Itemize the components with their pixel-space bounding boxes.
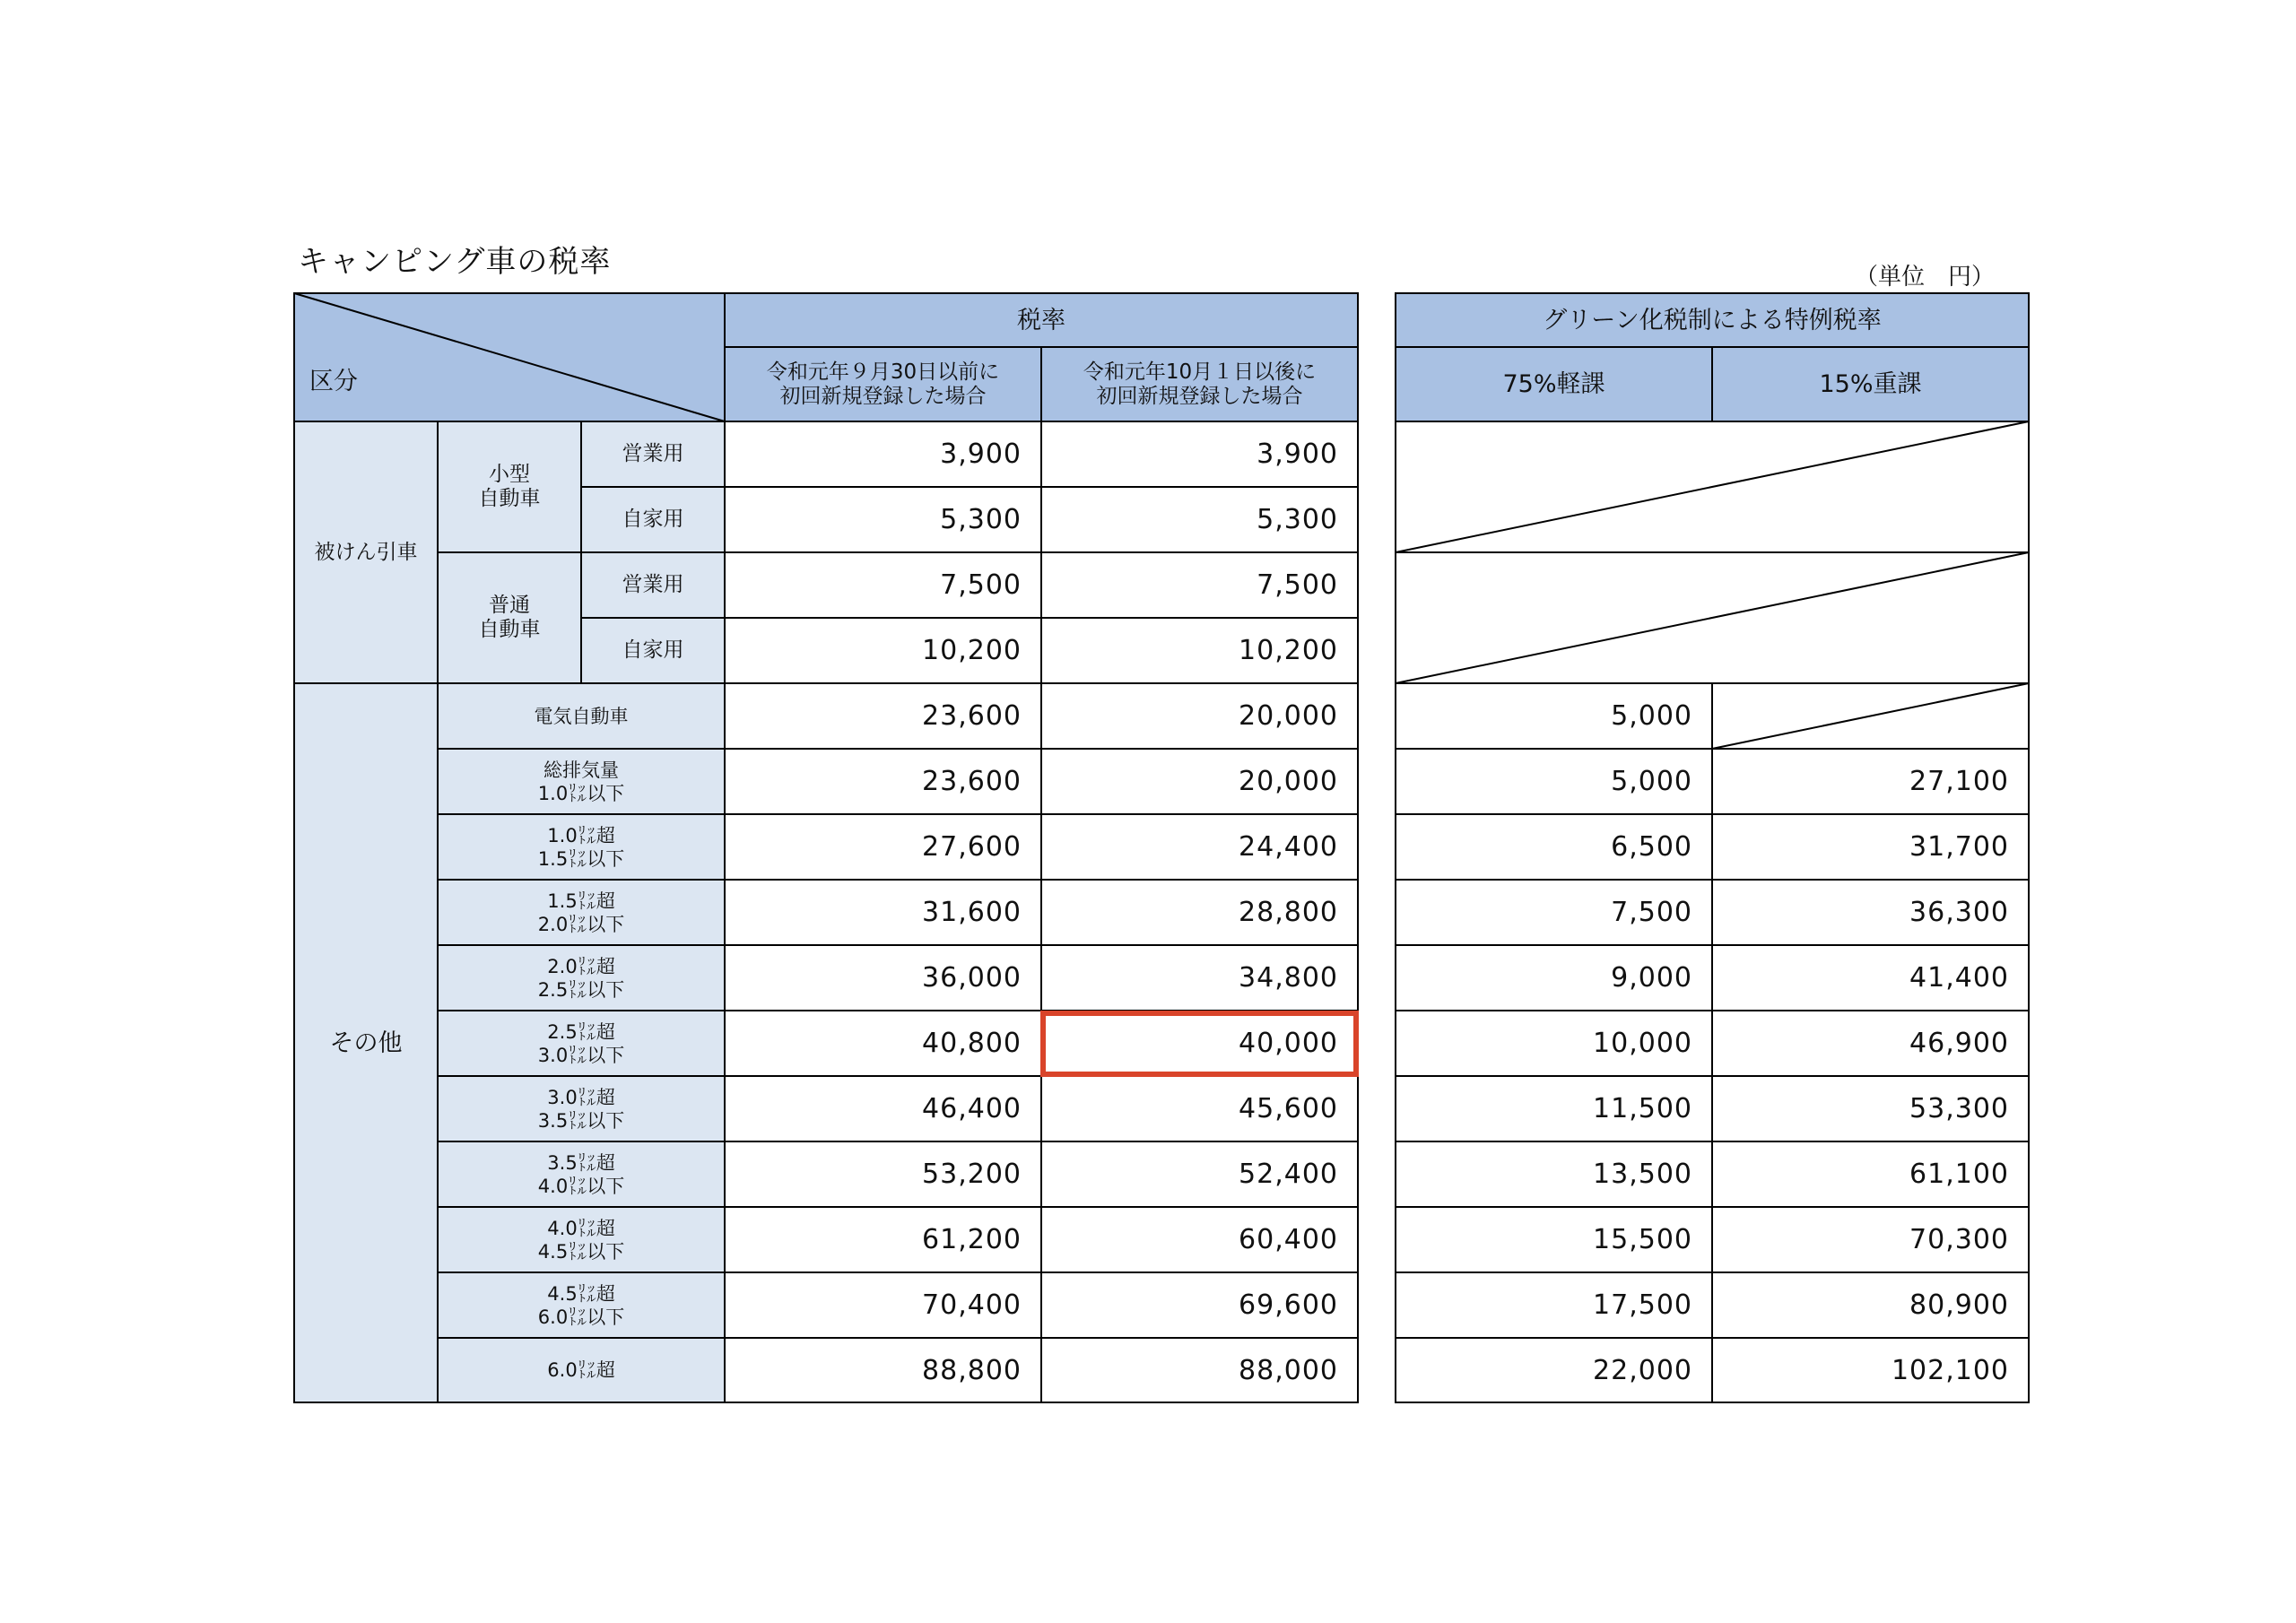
towed-before-value: 7,500 [940, 569, 1022, 601]
other-after-value: 20,000 [1239, 700, 1338, 732]
other-before-value: 70,400 [922, 1289, 1022, 1321]
other-after-value: 34,800 [1239, 962, 1338, 994]
page-title: キャンピング車の税率 [298, 244, 612, 280]
na-diagonal [1396, 552, 2029, 683]
towed-after-value: 7,500 [1257, 569, 1338, 601]
other-before-value: 46,400 [922, 1093, 1022, 1124]
towed-use-label: 自家用 [622, 508, 684, 531]
other-before-value: 53,200 [922, 1159, 1022, 1190]
towed-after-value: 3,900 [1257, 438, 1338, 470]
displacement-label: 1.0㍑超 1.5㍑以下 [537, 824, 625, 870]
other-after-value: 45,600 [1239, 1093, 1338, 1124]
light-tax-value: 5,000 [1611, 766, 1692, 797]
other-after-value: 52,400 [1239, 1159, 1338, 1190]
na-diagonal [1396, 421, 2029, 552]
other-before-value: 23,600 [922, 766, 1022, 797]
na-diagonal [1712, 683, 2029, 749]
displacement-label: 4.0㍑超 4.5㍑以下 [537, 1217, 625, 1263]
other-label: その他 [329, 1028, 403, 1057]
displacement-label: 総排気量 1.0㍑以下 [537, 759, 625, 804]
displacement-label: 1.5㍑超 2.0㍑以下 [537, 890, 625, 935]
heavy-tax-value: 102,100 [1891, 1354, 2009, 1386]
displacement-label: 3.0㍑超 3.5㍑以下 [537, 1086, 625, 1132]
towed-use-label: 営業用 [622, 442, 684, 465]
displacement-label: 3.5㍑超 4.0㍑以下 [537, 1151, 625, 1197]
col-after-header: 令和元年10月１日以後に 初回新規登録した場合 [1083, 360, 1317, 408]
heavy-tax-value: 31,700 [1909, 831, 2009, 863]
other-before-value: 31,600 [922, 897, 1022, 928]
unit-note: （単位 円） [1855, 264, 1996, 291]
category-header: 区分 [309, 367, 358, 395]
displacement-label: 2.5㍑超 3.0㍑以下 [537, 1020, 625, 1066]
heavy-tax-value: 61,100 [1909, 1159, 2009, 1190]
other-before-value: 23,600 [922, 700, 1022, 732]
towed-before-value: 3,900 [940, 438, 1022, 470]
heavy-tax-value: 80,900 [1909, 1289, 2009, 1321]
displacement-label: 電気自動車 [534, 705, 629, 727]
heavy-tax-value: 70,300 [1909, 1224, 2009, 1255]
displacement-label: 2.0㍑超 2.5㍑以下 [537, 955, 625, 1001]
left-table-border [294, 293, 1358, 1402]
light-tax-value: 15,500 [1593, 1224, 1692, 1255]
heavy-tax-value: 53,300 [1909, 1093, 2009, 1124]
light-tax-value: 10,000 [1593, 1028, 1692, 1059]
light-tax-value: 6,500 [1611, 831, 1692, 863]
other-before-value: 27,600 [922, 831, 1022, 863]
displacement-label: 4.5㍑超 6.0㍑以下 [537, 1282, 625, 1328]
towed-use-label: 自家用 [622, 638, 684, 662]
light-tax-value: 7,500 [1611, 897, 1692, 928]
other-after-value: 28,800 [1239, 897, 1338, 928]
other-after-value-highlighted: 40,000 [1239, 1028, 1338, 1059]
towed-before-value: 10,200 [922, 635, 1022, 666]
other-after-value: 60,400 [1239, 1224, 1338, 1255]
tax-rate-group-header: 税率 [1017, 306, 1065, 334]
towed-use-label: 営業用 [622, 573, 684, 596]
other-before-value: 61,200 [922, 1224, 1022, 1255]
other-after-value: 20,000 [1239, 766, 1338, 797]
heavy-tax-value: 36,300 [1909, 897, 2009, 928]
other-before-value: 88,800 [922, 1354, 1022, 1386]
light-tax-value: 22,000 [1593, 1354, 1692, 1386]
other-before-value: 40,800 [922, 1028, 1022, 1059]
col-before-header: 令和元年９月30日以前に 初回新規登録した場合 [766, 360, 1000, 408]
light-tax-value: 17,500 [1593, 1289, 1692, 1321]
col-heavy-header: 15%重課 [1819, 370, 1922, 398]
heavy-tax-value: 46,900 [1909, 1028, 2009, 1059]
heavy-tax-value: 41,400 [1909, 962, 2009, 994]
towed-after-value: 5,300 [1257, 504, 1338, 535]
displacement-label: 6.0㍑超 [547, 1359, 615, 1381]
other-after-value: 88,000 [1239, 1354, 1338, 1386]
small-car-label: 小型 自動車 [478, 463, 541, 510]
other-before-value: 36,000 [922, 962, 1022, 994]
light-tax-value: 11,500 [1593, 1093, 1692, 1124]
light-tax-value: 9,000 [1611, 962, 1692, 994]
towed-label: 被けん引車 [314, 540, 418, 564]
other-after-value: 24,400 [1239, 831, 1338, 863]
col-light-header: 75%軽課 [1502, 370, 1605, 398]
regular-car-label: 普通 自動車 [478, 594, 541, 641]
heavy-tax-value: 27,100 [1909, 766, 2009, 797]
highlight-box [1043, 1013, 1356, 1074]
green-group-header: グリーン化税制による特例税率 [1543, 306, 1882, 334]
towed-after-value: 10,200 [1239, 635, 1338, 666]
light-tax-value: 5,000 [1611, 700, 1692, 732]
other-after-value: 69,600 [1239, 1289, 1338, 1321]
towed-before-value: 5,300 [940, 504, 1022, 535]
light-tax-value: 13,500 [1593, 1159, 1692, 1190]
header-diagonal [294, 293, 725, 421]
